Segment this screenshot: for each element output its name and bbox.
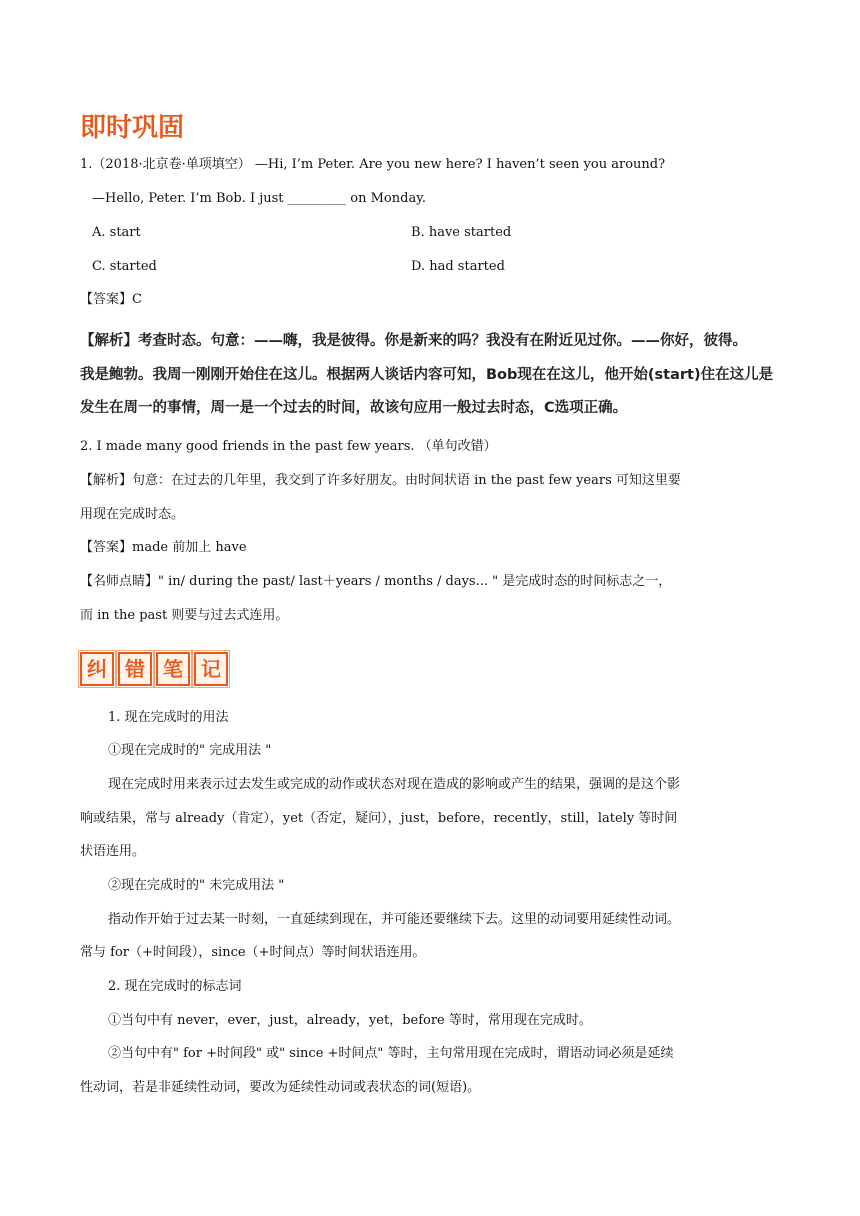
heading-char-4: 记 bbox=[194, 652, 228, 686]
notes-s1-point-1-line-2: 响或结果，常与 already（肯定），yet（否定，疑问），just，before，recently，still，lately 等时间 bbox=[80, 811, 678, 826]
notes-s1-point-1-line-1: 现在完成时用来表示过去发生或完成的动作或状态对现在造成的影响或产生的结果，强调的是这个影 bbox=[108, 777, 681, 792]
q1-answer: 【答案】C bbox=[80, 292, 142, 307]
notes-section-1-title: 1. 现在完成时的用法 bbox=[108, 710, 229, 725]
notes-s1-point-2-line-2: 常与 for（+时间段），since（+时间点）等时间状语连用。 bbox=[80, 945, 426, 960]
heading-char-2: 错 bbox=[118, 652, 152, 686]
notes-section-2-title: 2. 现在完成时的标志词 bbox=[108, 979, 242, 994]
q2-stem: 2. I made many good friends in the past few years. （单句改错） bbox=[80, 439, 497, 454]
q2-analysis-line-1: 【解析】句意：在过去的几年里，我交到了许多好朋友。由时间状语 in the past few years 可知这里要 bbox=[80, 473, 681, 488]
q1-analysis-line-2: 我是鲍勃。我周一刚刚开始住在这儿。根据两人谈话内容可知，Bob现在在这儿，他开始(start)住在这儿是 bbox=[80, 367, 774, 383]
notes-s2-point-2-line-2: 性动词，若是非延续性动词，要改为延续性动词或表状态的词(短语)。 bbox=[80, 1080, 481, 1095]
notes-s1-point-2-title: ②现在完成时的" 未完成用法 " bbox=[108, 878, 285, 893]
q1-analysis-line-1: 【解析】考查时态。句意：——嗨，我是彼得。你是新来的吗？我没有在附近见过你。——你好，彼得。 bbox=[80, 333, 747, 349]
notes-s1-point-2-line-1: 指动作开始于过去某一时刻，一直延续到现在，并可能还要继续下去。这里的动词要用延续性动词。 bbox=[108, 912, 681, 927]
q2-tip-line-1: 【名师点睛】" in/ during the past/ last＋years / months / days... " 是完成时态的时间标志之一， bbox=[80, 574, 672, 589]
q2-answer: 【答案】made 前加上 have bbox=[80, 540, 247, 555]
consolidate-heading: 即时巩固 bbox=[80, 113, 185, 143]
notes-s1-point-1-title: ①现在完成时的" 完成用法 " bbox=[108, 743, 272, 758]
q1-stem: 1.（2018·北京卷·单项填空） —Hi, I’m Peter. Are you new here? I haven’t seen you around? bbox=[80, 157, 666, 172]
notes-s1-point-1-line-3: 状语连用。 bbox=[80, 844, 146, 859]
q2-tip-line-2: 而 in the past 则要与过去式连用。 bbox=[80, 608, 289, 623]
heading-char-1: 纠 bbox=[80, 652, 114, 686]
heading-char-3: 笔 bbox=[156, 652, 190, 686]
q1-dialogue: —Hello, Peter. I’m Bob. I just _________ on Monday. bbox=[92, 191, 426, 206]
q2-analysis-line-2: 用现在完成时态。 bbox=[80, 507, 185, 522]
q1-option-b: B. have started bbox=[411, 225, 512, 240]
error-notes-heading bbox=[80, 652, 228, 686]
q1-analysis-line-3: 发生在周一的事情，周一是一个过去的时间，故该句应用一般过去时态，C选项正确。 bbox=[80, 400, 628, 416]
q1-option-c: C. started bbox=[92, 259, 157, 274]
q1-option-a: A. start bbox=[92, 225, 141, 240]
notes-s2-point-2-line-1: ②当句中有" for +时间段" 或" since +时间点" 等时，主句常用现在完成时，谓语动词必须是延续 bbox=[108, 1046, 674, 1061]
notes-s2-point-1: ①当句中有 never，ever，just，already，yet，before 等时，常用现在完成时。 bbox=[108, 1013, 592, 1028]
q1-option-d: D. had started bbox=[411, 259, 505, 274]
